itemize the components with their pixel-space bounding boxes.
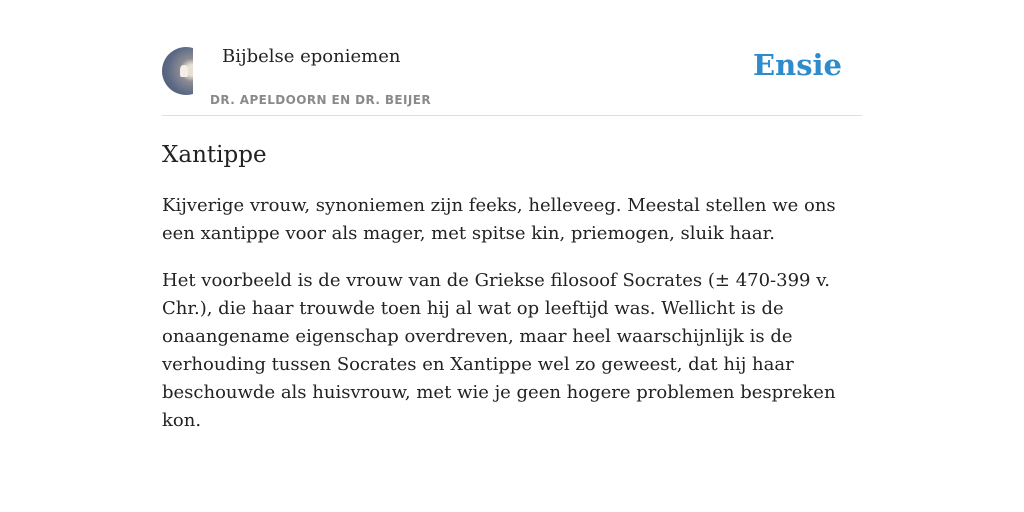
cover-figure (180, 65, 188, 77)
cover-image (162, 47, 193, 95)
page (162, 0, 862, 435)
brand-logo[interactable]: Ensie (753, 48, 842, 82)
header (162, 0, 862, 116)
book-title[interactable]: Bijbelse eponiemen (222, 46, 401, 67)
book-cover-icon[interactable] (162, 47, 193, 95)
entry-paragraph-2: Het voorbeeld is de vrouw van de Griekse filosoof Socrates (± 470-399 v. Chr.), die haar trouwde toen hij al wat op leeftijd was. Wellicht is de onaangename eigenschap overdreven, maar heel waarschijnlijk is de verhouding tussen Socrates en Xantippe wel zo geweest, dat hij haar beschouwde als huisvrouw, met wie je geen hogere problemen bespreken kon. (162, 270, 836, 431)
entry-title: Xantippe (162, 142, 267, 168)
entry-paragraph-1: Kijverige vrouw, synoniemen zijn feeks, helleveeg. Meestal stellen we ons een xantippe voor als mager, met spitse kin, priemogen, sluik haar. (162, 195, 836, 244)
book-authors[interactable]: DR. APELDOORN EN DR. BEIJER (210, 93, 431, 107)
